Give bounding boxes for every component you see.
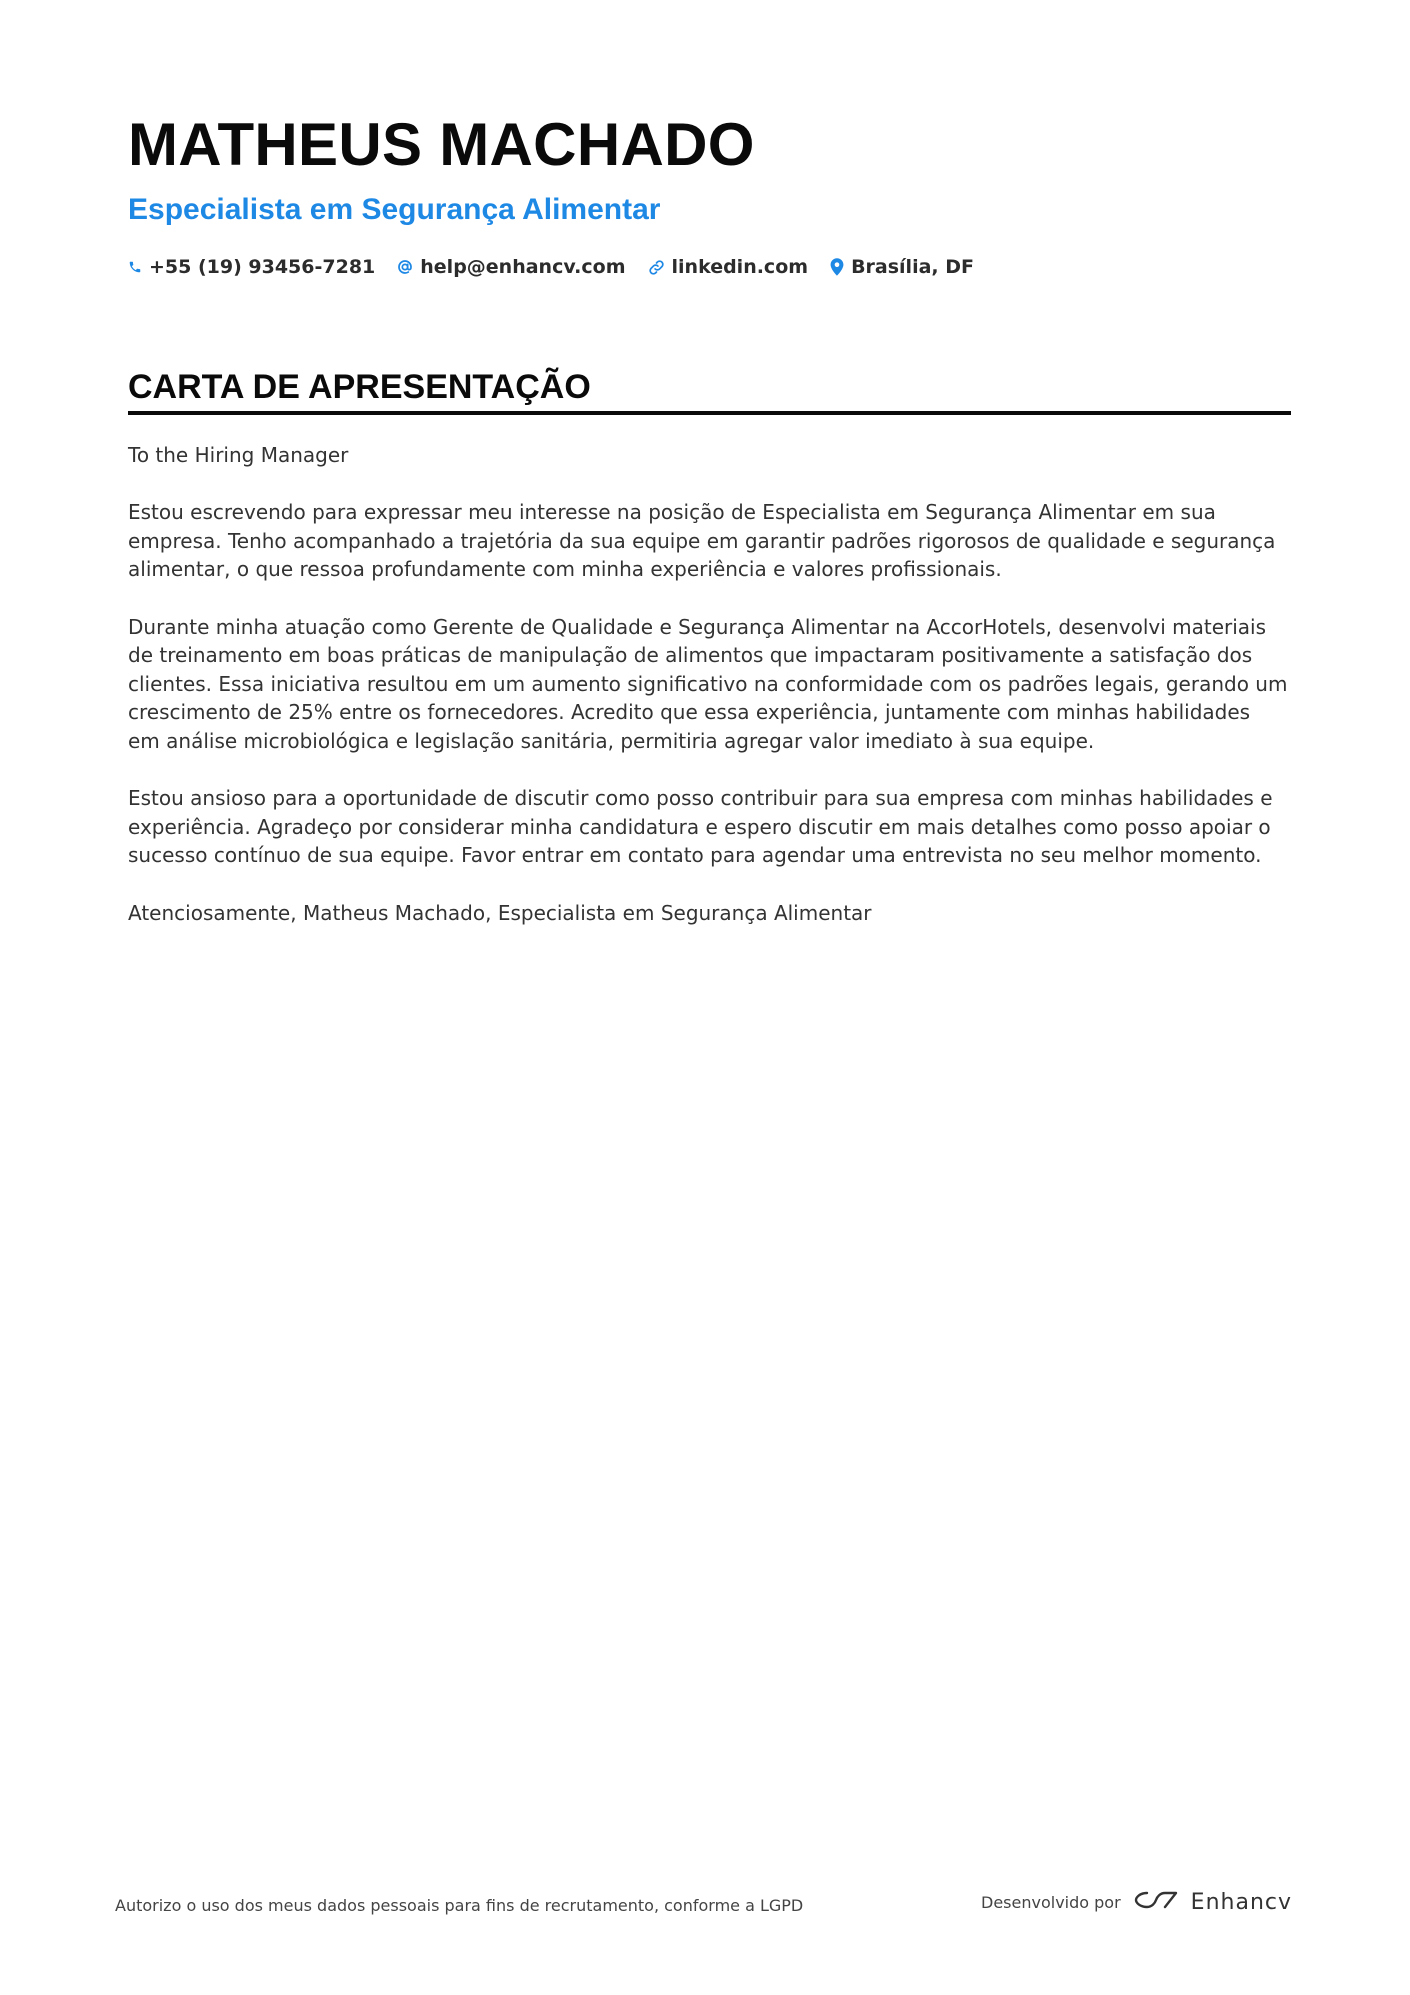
email-text: help@enhancv.com [420,256,626,278]
letter-paragraph: Durante minha atuação como Gerente de Qualidade e Segurança Alimentar na AccorHotels, desenvolvi materiais de treinamento em boas práticas de manipulação de alimentos que impactaram positivamente a satisfação dos clientes. Essa iniciativa resultou em um aumento significativo na conformidade com os padrões legais, gerando um crescimento de 25% entre os fornecedores. Acredito que essa experiência, juntamente com minhas habilidades em análise microbiológica e legislação sanitária, permitiria agregar valor imediato à sua equipe. [128,614,1288,753]
location-text: Brasília, DF [851,256,974,278]
letter-closing: Atenciosamente, Matheus Machado, Especialista em Segurança Alimentar [128,900,872,925]
enhancv-logo-icon [1133,1888,1179,1916]
at-icon [397,259,413,275]
contact-location [830,253,974,281]
contact-linkedin[interactable] [648,253,809,281]
contact-email[interactable] [397,253,625,281]
phone-icon [128,259,142,275]
letter-greeting: To the Hiring Manager [128,443,349,467]
candidate-title: Especialista em Segurança Alimentar [128,193,661,226]
location-pin-icon [830,258,844,276]
contact-bar [128,253,974,281]
enhancv-brand: Enhancv [1190,1889,1292,1915]
link-icon [648,259,665,276]
section-title: CARTA DE APRESENTAÇÃO [128,368,591,406]
linkedin-text: linkedin.com [671,256,809,278]
candidate-name: MATHEUS MACHADO [128,111,755,178]
letter-paragraph: Estou ansioso para a oportunidade de discutir como posso contribuir para sua empresa com minhas habilidades e experiência. Agradeço por considerar minha candidatura e espero discutir em mais detalhes como posso apoiar o sucesso contínuo de sua equipe. Favor entrar em contato para agendar uma entrevista no seu melhor momento. [128,786,1273,868]
contact-phone[interactable] [128,253,375,281]
section-divider [128,411,1291,415]
lgpd-consent: Autorizo o uso dos meus dados pessoais para fins de recrutamento, conforme a LGPD [115,1896,804,1915]
powered-by-label: Desenvolvido por [981,1892,1121,1912]
powered-by[interactable] [981,1888,1292,1916]
letter-paragraph: Estou escrevendo para expressar meu interesse na posição de Especialista em Segurança Alimentar em sua empresa. Tenho acompanhado a trajetória da sua equipe em garantir padrões rigorosos de qualidade e segurança alimentar, o que ressoa profundamente com minha experiência e valores profissionais. [128,500,1276,582]
phone-text: +55 (19) 93456-7281 [149,256,376,278]
letter-body [128,441,1288,956]
